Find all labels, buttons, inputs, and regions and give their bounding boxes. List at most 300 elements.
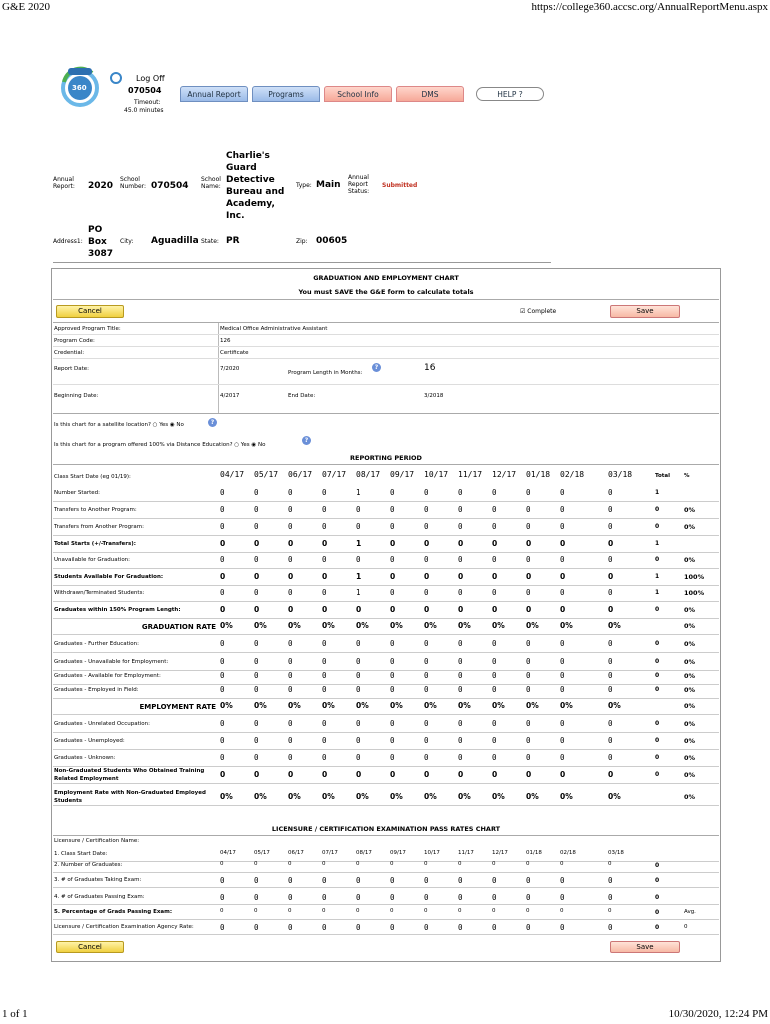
class-start-date[interactable]: 03/18 bbox=[608, 470, 633, 479]
row-value: 0% bbox=[492, 621, 505, 630]
row-value: 0% bbox=[424, 701, 437, 710]
row-value[interactable]: 0 bbox=[356, 719, 361, 728]
row-label: Transfers from Another Program: bbox=[54, 524, 144, 530]
row-value[interactable]: 0 bbox=[492, 719, 497, 728]
row-value[interactable]: 0 bbox=[492, 639, 497, 648]
row-value[interactable]: 0 bbox=[356, 753, 361, 762]
row-value[interactable]: 0 bbox=[220, 555, 225, 564]
license-value[interactable]: 0 bbox=[424, 876, 429, 885]
row-total: 0 bbox=[655, 523, 660, 530]
row-value[interactable]: 0 bbox=[526, 736, 531, 745]
row-value[interactable]: 0 bbox=[458, 505, 463, 514]
row-value: 0 bbox=[220, 605, 226, 614]
row-value[interactable]: 0 bbox=[492, 488, 497, 497]
row-percent: 0% bbox=[684, 506, 696, 514]
row-value[interactable]: 0 bbox=[492, 753, 497, 762]
row-value[interactable]: 0 bbox=[356, 736, 361, 745]
row-value[interactable]: 0 bbox=[608, 719, 613, 728]
row-value[interactable]: 0 bbox=[254, 719, 259, 728]
row-value[interactable]: 0 bbox=[322, 588, 327, 597]
row-value[interactable]: 0 bbox=[322, 657, 327, 666]
row-label: Students Available For Graduation: bbox=[54, 574, 164, 580]
row-value[interactable]: 0 bbox=[424, 671, 429, 680]
row-value[interactable]: 0 bbox=[458, 588, 463, 597]
row-value: 0% bbox=[560, 792, 573, 801]
row-value[interactable]: 0 bbox=[288, 555, 293, 564]
license-value[interactable]: 0 bbox=[608, 893, 613, 902]
row-value[interactable]: 0 bbox=[390, 685, 395, 694]
row-value[interactable]: 0 bbox=[424, 588, 429, 597]
row-value: 0 bbox=[608, 605, 614, 614]
row-value[interactable]: 0 bbox=[492, 505, 497, 514]
license-value: 0 bbox=[288, 923, 293, 932]
license-value: 0 bbox=[526, 923, 531, 932]
row-value[interactable]: 0 bbox=[458, 522, 463, 531]
row-value: 0% bbox=[322, 792, 335, 801]
tab-programs[interactable]: Programs bbox=[252, 86, 320, 102]
row-value: 0 bbox=[390, 605, 396, 614]
row-value: 0 bbox=[560, 539, 566, 548]
row-value[interactable]: 0 bbox=[288, 753, 293, 762]
logoff-link[interactable]: Log Off bbox=[136, 74, 165, 83]
row-value[interactable]: 0 bbox=[288, 522, 293, 531]
row-value[interactable]: 0 bbox=[254, 736, 259, 745]
row-value[interactable]: 0 bbox=[322, 505, 327, 514]
row-value[interactable]: 0 bbox=[220, 719, 225, 728]
row-value[interactable]: 0 bbox=[220, 588, 225, 597]
row-value[interactable]: 0 bbox=[254, 671, 259, 680]
row-value[interactable]: 0 bbox=[526, 522, 531, 531]
license-value: 04/17 bbox=[220, 850, 236, 856]
print-header-left: G&E 2020 bbox=[2, 1, 50, 13]
row-value[interactable]: 0 bbox=[322, 555, 327, 564]
row-value[interactable]: 0 bbox=[390, 671, 395, 680]
row-percent: 0% bbox=[684, 640, 696, 648]
row-value[interactable]: 0 bbox=[390, 588, 395, 597]
row-value: 0 bbox=[390, 770, 396, 779]
row-value[interactable]: 0 bbox=[492, 671, 497, 680]
row-value[interactable]: 0 bbox=[608, 555, 613, 564]
row-value: 0% bbox=[526, 621, 539, 630]
row-value[interactable]: 0 bbox=[458, 671, 463, 680]
row-value[interactable]: 0 bbox=[424, 505, 429, 514]
row-total: 1 bbox=[655, 573, 660, 580]
row-total: 1 bbox=[655, 489, 660, 496]
row-value[interactable]: 0 bbox=[492, 555, 497, 564]
row-value[interactable]: 0 bbox=[458, 719, 463, 728]
row-value: 0 bbox=[526, 770, 532, 779]
row-value[interactable]: 0 bbox=[390, 753, 395, 762]
row-value[interactable]: 0 bbox=[608, 488, 613, 497]
row-value[interactable]: 0 bbox=[560, 685, 565, 694]
row-value[interactable]: 0 bbox=[220, 522, 225, 531]
row-value[interactable]: 0 bbox=[322, 685, 327, 694]
license-value[interactable]: 0 bbox=[560, 893, 565, 902]
row-value[interactable]: 0 bbox=[608, 671, 613, 680]
row-value[interactable]: 0 bbox=[560, 753, 565, 762]
row-value: 0 bbox=[560, 770, 566, 779]
row-value[interactable]: 0 bbox=[288, 639, 293, 648]
license-value: 03/18 bbox=[608, 850, 624, 856]
row-value[interactable]: 0 bbox=[220, 736, 225, 745]
license-value[interactable]: 0 bbox=[608, 876, 613, 885]
help-icon[interactable]: ? bbox=[302, 436, 311, 445]
row-label: Employment Rate with Non-Graduated Employed Students bbox=[54, 790, 206, 804]
row-value: 0 bbox=[458, 539, 464, 548]
license-value: 06/17 bbox=[288, 850, 304, 856]
row-value[interactable]: 0 bbox=[220, 753, 225, 762]
row-value: 0% bbox=[220, 792, 233, 801]
type-value: Main bbox=[316, 180, 341, 190]
row-value[interactable]: 0 bbox=[424, 736, 429, 745]
license-value: 05/17 bbox=[254, 850, 270, 856]
row-total: 0 bbox=[655, 754, 660, 761]
class-start-date[interactable]: 06/17 bbox=[288, 470, 313, 479]
row-value[interactable]: 0 bbox=[322, 719, 327, 728]
print-footer-right: 10/30/2020, 12:24 PM bbox=[668, 1008, 768, 1020]
row-value: 0% bbox=[608, 792, 621, 801]
zip-label: Zip: bbox=[296, 238, 308, 245]
zip-value: 00605 bbox=[316, 236, 348, 246]
row-value[interactable]: 0 bbox=[288, 657, 293, 666]
row-value[interactable]: 0 bbox=[458, 488, 463, 497]
license-value[interactable]: 0 bbox=[492, 893, 497, 902]
license-value[interactable]: 0 bbox=[288, 893, 293, 902]
row-percent: 100% bbox=[684, 589, 705, 597]
credential-value: Certificate bbox=[220, 350, 249, 356]
row-value[interactable]: 0 bbox=[608, 736, 613, 745]
row-value[interactable]: 0 bbox=[458, 685, 463, 694]
license-value: 0 bbox=[608, 861, 612, 867]
row-value[interactable]: 0 bbox=[288, 736, 293, 745]
row-value: 0 bbox=[424, 770, 430, 779]
license-row-label: 3. # of Graduates Taking Exam: bbox=[54, 877, 142, 883]
license-value[interactable]: 0 bbox=[356, 893, 361, 902]
license-total: 0 bbox=[655, 909, 660, 916]
row-value[interactable]: 0 bbox=[560, 657, 565, 666]
row-value[interactable]: 0 bbox=[254, 522, 259, 531]
license-value[interactable]: 0 bbox=[322, 893, 327, 902]
class-start-date[interactable]: 05/17 bbox=[254, 470, 279, 479]
row-value[interactable]: 0 bbox=[608, 639, 613, 648]
tab-annual-report[interactable]: Annual Report bbox=[180, 86, 248, 102]
row-value[interactable]: 0 bbox=[560, 639, 565, 648]
row-value[interactable]: 0 bbox=[322, 488, 327, 497]
row-value: 0 bbox=[458, 605, 464, 614]
row-label: Graduates - Further Education: bbox=[54, 641, 140, 647]
program-code-label: Program Code: bbox=[54, 338, 95, 344]
row-value[interactable]: 0 bbox=[526, 555, 531, 564]
license-value[interactable]: 0 bbox=[458, 876, 463, 885]
row-value[interactable]: 0 bbox=[424, 522, 429, 531]
save-button-bottom[interactable]: Save bbox=[610, 941, 680, 953]
help-icon[interactable]: ? bbox=[208, 418, 217, 427]
tab-dms[interactable]: DMS bbox=[396, 86, 464, 102]
row-value[interactable]: 0 bbox=[560, 671, 565, 680]
row-value[interactable]: 0 bbox=[356, 671, 361, 680]
license-value[interactable]: 0 bbox=[492, 876, 497, 885]
row-value[interactable]: 0 bbox=[424, 488, 429, 497]
power-icon[interactable] bbox=[110, 72, 122, 84]
license-value: 11/17 bbox=[458, 850, 474, 856]
chart-subtitle: You must SAVE the G&E form to calculate totals bbox=[298, 288, 474, 296]
row-value[interactable]: 0 bbox=[254, 685, 259, 694]
row-value[interactable]: 0 bbox=[492, 588, 497, 597]
row-value[interactable]: 0 bbox=[322, 639, 327, 648]
row-value[interactable]: 0 bbox=[356, 522, 361, 531]
row-value[interactable]: 0 bbox=[390, 639, 395, 648]
row-value: 0% bbox=[526, 792, 539, 801]
row-value: 0% bbox=[492, 701, 505, 710]
row-value[interactable]: 0 bbox=[288, 685, 293, 694]
row-total: 0 bbox=[655, 556, 660, 563]
row-total: 0 bbox=[655, 686, 660, 693]
row-value[interactable]: 0 bbox=[458, 753, 463, 762]
cancel-button[interactable]: Cancel bbox=[56, 305, 124, 318]
row-value: 0 bbox=[458, 572, 464, 581]
row-percent: 100% bbox=[684, 573, 705, 581]
row-value[interactable]: 0 bbox=[254, 555, 259, 564]
class-start-date[interactable]: 08/17 bbox=[356, 470, 381, 479]
class-start-date[interactable]: 02/18 bbox=[560, 470, 585, 479]
row-value[interactable]: 0 bbox=[254, 657, 259, 666]
row-value[interactable]: 0 bbox=[560, 588, 565, 597]
row-total: 0 bbox=[655, 720, 660, 727]
license-value: 01/18 bbox=[526, 850, 542, 856]
row-value: 0% bbox=[492, 792, 505, 801]
save-button[interactable]: Save bbox=[610, 305, 680, 318]
row-label: GRADUATION RATE bbox=[141, 623, 216, 631]
class-start-date[interactable]: 10/17 bbox=[424, 470, 449, 479]
row-value[interactable]: 0 bbox=[322, 736, 327, 745]
license-value[interactable]: 0 bbox=[220, 876, 225, 885]
row-value: 0 bbox=[608, 539, 614, 548]
row-value[interactable]: 0 bbox=[322, 522, 327, 531]
row-value[interactable]: 0 bbox=[526, 685, 531, 694]
row-value[interactable]: 0 bbox=[356, 505, 361, 514]
row-value[interactable]: 0 bbox=[560, 488, 565, 497]
row-value[interactable]: 0 bbox=[288, 671, 293, 680]
row-value[interactable]: 0 bbox=[390, 488, 395, 497]
row-value: 0% bbox=[288, 621, 301, 630]
row-value[interactable]: 0 bbox=[608, 753, 613, 762]
row-value[interactable]: 0 bbox=[560, 522, 565, 531]
class-start-date[interactable]: 09/17 bbox=[390, 470, 415, 479]
row-value[interactable]: 0 bbox=[458, 657, 463, 666]
row-value[interactable]: 0 bbox=[458, 555, 463, 564]
license-total: 0 bbox=[655, 877, 660, 884]
timeout-label: Timeout: bbox=[134, 99, 161, 106]
class-start-date[interactable]: 12/17 bbox=[492, 470, 517, 479]
license-value: 0 bbox=[458, 908, 462, 914]
row-value: 0% bbox=[288, 701, 301, 710]
license-value[interactable]: 0 bbox=[526, 893, 531, 902]
row-value[interactable]: 0 bbox=[356, 685, 361, 694]
row-value: 0% bbox=[458, 792, 471, 801]
cancel-button-bottom[interactable]: Cancel bbox=[56, 941, 124, 953]
row-value[interactable]: 0 bbox=[390, 522, 395, 531]
row-value[interactable]: 0 bbox=[254, 753, 259, 762]
row-value: 1 bbox=[356, 539, 362, 548]
row-value[interactable]: 1 bbox=[356, 588, 361, 597]
license-value[interactable]: 0 bbox=[560, 876, 565, 885]
row-value[interactable]: 0 bbox=[424, 639, 429, 648]
row-value[interactable]: 0 bbox=[356, 639, 361, 648]
license-value: 0 bbox=[424, 923, 429, 932]
license-value: 0 bbox=[254, 908, 258, 914]
row-value[interactable]: 0 bbox=[608, 588, 613, 597]
license-value: 0 bbox=[526, 908, 530, 914]
license-value[interactable]: 0 bbox=[458, 893, 463, 902]
license-value[interactable]: 0 bbox=[254, 893, 259, 902]
row-value[interactable]: 0 bbox=[526, 505, 531, 514]
row-value[interactable]: 0 bbox=[526, 753, 531, 762]
license-value: 0 bbox=[356, 908, 360, 914]
row-value: 0 bbox=[288, 539, 294, 548]
row-value[interactable]: 1 bbox=[356, 488, 361, 497]
row-value[interactable]: 0 bbox=[390, 736, 395, 745]
row-value[interactable]: 0 bbox=[220, 639, 225, 648]
row-value[interactable]: 0 bbox=[492, 685, 497, 694]
help-icon[interactable]: ? bbox=[372, 363, 381, 372]
complete-checkbox[interactable]: ☑ Complete bbox=[520, 308, 557, 315]
license-value[interactable]: 0 bbox=[390, 876, 395, 885]
row-value[interactable]: 0 bbox=[390, 719, 395, 728]
row-total: 0 bbox=[655, 737, 660, 744]
row-value: 0 bbox=[254, 539, 260, 548]
row-value[interactable]: 0 bbox=[492, 522, 497, 531]
divider bbox=[53, 262, 551, 263]
row-value: 0% bbox=[356, 621, 369, 630]
class-start-date[interactable]: 07/17 bbox=[322, 470, 347, 479]
class-start-date[interactable]: 01/18 bbox=[526, 470, 551, 479]
row-value[interactable]: 0 bbox=[322, 753, 327, 762]
row-value[interactable]: 0 bbox=[424, 657, 429, 666]
program-code-value: 126 bbox=[220, 338, 231, 344]
row-value[interactable]: 0 bbox=[526, 588, 531, 597]
license-value[interactable]: 0 bbox=[390, 893, 395, 902]
row-percent: 0% bbox=[684, 672, 696, 680]
row-value: 0% bbox=[560, 621, 573, 630]
row-value[interactable]: 0 bbox=[526, 639, 531, 648]
row-value[interactable]: 0 bbox=[288, 588, 293, 597]
row-value: 0 bbox=[322, 572, 328, 581]
row-value[interactable]: 0 bbox=[560, 719, 565, 728]
row-value[interactable]: 0 bbox=[254, 588, 259, 597]
row-value[interactable]: 0 bbox=[356, 657, 361, 666]
license-value[interactable]: 0 bbox=[526, 876, 531, 885]
row-value[interactable]: 0 bbox=[424, 719, 429, 728]
row-value: 0 bbox=[220, 770, 226, 779]
license-value[interactable]: 0 bbox=[220, 893, 225, 902]
license-row-label: 2. Number of Graduates: bbox=[54, 862, 123, 868]
class-start-date[interactable]: 11/17 bbox=[458, 470, 483, 479]
license-value: 0 bbox=[288, 908, 292, 914]
row-value[interactable]: 0 bbox=[288, 719, 293, 728]
license-value[interactable]: 0 bbox=[254, 876, 259, 885]
row-value[interactable]: 0 bbox=[492, 736, 497, 745]
row-percent: 0% bbox=[684, 737, 696, 745]
license-value[interactable]: 0 bbox=[356, 876, 361, 885]
row-value: 0 bbox=[390, 539, 396, 548]
row-value[interactable]: 0 bbox=[220, 488, 225, 497]
row-value[interactable]: 0 bbox=[608, 685, 613, 694]
row-value[interactable]: 0 bbox=[220, 505, 225, 514]
row-value[interactable]: 0 bbox=[492, 657, 497, 666]
row-percent: 0% bbox=[684, 523, 696, 531]
row-value[interactable]: 0 bbox=[220, 671, 225, 680]
class-start-date[interactable]: 04/17 bbox=[220, 470, 245, 479]
row-value[interactable]: 0 bbox=[288, 488, 293, 497]
status-value: Submitted bbox=[382, 182, 418, 189]
row-value[interactable]: 0 bbox=[458, 736, 463, 745]
row-value: 0 bbox=[492, 770, 498, 779]
row-total: 1 bbox=[655, 589, 660, 596]
row-value[interactable]: 0 bbox=[608, 657, 613, 666]
row-value[interactable]: 0 bbox=[560, 555, 565, 564]
row-value[interactable]: 0 bbox=[560, 505, 565, 514]
tab-school-info[interactable]: School Info bbox=[324, 86, 392, 102]
row-value[interactable]: 0 bbox=[424, 685, 429, 694]
row-value[interactable]: 0 bbox=[560, 736, 565, 745]
license-value: 0 bbox=[560, 923, 565, 932]
row-value[interactable]: 0 bbox=[526, 671, 531, 680]
license-value: 0 bbox=[390, 861, 394, 867]
row-percent: 0% bbox=[684, 793, 696, 801]
row-value[interactable]: 0 bbox=[322, 671, 327, 680]
row-value: 0 bbox=[458, 770, 464, 779]
license-value[interactable]: 0 bbox=[288, 876, 293, 885]
row-value[interactable]: 0 bbox=[288, 505, 293, 514]
row-value[interactable]: 0 bbox=[458, 639, 463, 648]
row-value: 0 bbox=[560, 572, 566, 581]
row-value[interactable]: 0 bbox=[220, 685, 225, 694]
row-value[interactable]: 0 bbox=[220, 657, 225, 666]
license-value[interactable]: 0 bbox=[424, 893, 429, 902]
license-value: 0 bbox=[220, 908, 224, 914]
report-date-label: Report Date: bbox=[54, 366, 89, 372]
row-value[interactable]: 0 bbox=[356, 555, 361, 564]
row-percent: 0% bbox=[684, 606, 696, 614]
row-value: 0% bbox=[322, 701, 335, 710]
row-value[interactable]: 0 bbox=[424, 555, 429, 564]
row-value[interactable]: 0 bbox=[608, 522, 613, 531]
row-label: Graduates - Unavailable for Employment: bbox=[54, 659, 169, 665]
end-date-label: End Date: bbox=[288, 393, 316, 399]
row-value[interactable]: 0 bbox=[390, 555, 395, 564]
license-value: 08/17 bbox=[356, 850, 372, 856]
row-value[interactable]: 0 bbox=[424, 753, 429, 762]
row-value[interactable]: 0 bbox=[526, 719, 531, 728]
row-value: 0 bbox=[492, 572, 498, 581]
row-value[interactable]: 0 bbox=[254, 639, 259, 648]
row-value[interactable]: 0 bbox=[526, 488, 531, 497]
row-value[interactable]: 0 bbox=[608, 505, 613, 514]
row-value[interactable]: 0 bbox=[254, 505, 259, 514]
row-value: 0 bbox=[220, 539, 226, 548]
row-total: 0 bbox=[655, 771, 660, 778]
row-value[interactable]: 0 bbox=[526, 657, 531, 666]
help-button[interactable]: HELP ? bbox=[476, 87, 544, 101]
row-value[interactable]: 0 bbox=[390, 505, 395, 514]
row-value[interactable]: 0 bbox=[254, 488, 259, 497]
license-value: 0 bbox=[356, 923, 361, 932]
row-value[interactable]: 0 bbox=[390, 657, 395, 666]
row-value: 0 bbox=[424, 572, 430, 581]
license-value[interactable]: 0 bbox=[322, 876, 327, 885]
license-title: LICENSURE / CERTIFICATION EXAMINATION PASS RATES CHART bbox=[271, 825, 501, 833]
license-row-label: 4. # of Graduates Passing Exam: bbox=[54, 894, 145, 900]
